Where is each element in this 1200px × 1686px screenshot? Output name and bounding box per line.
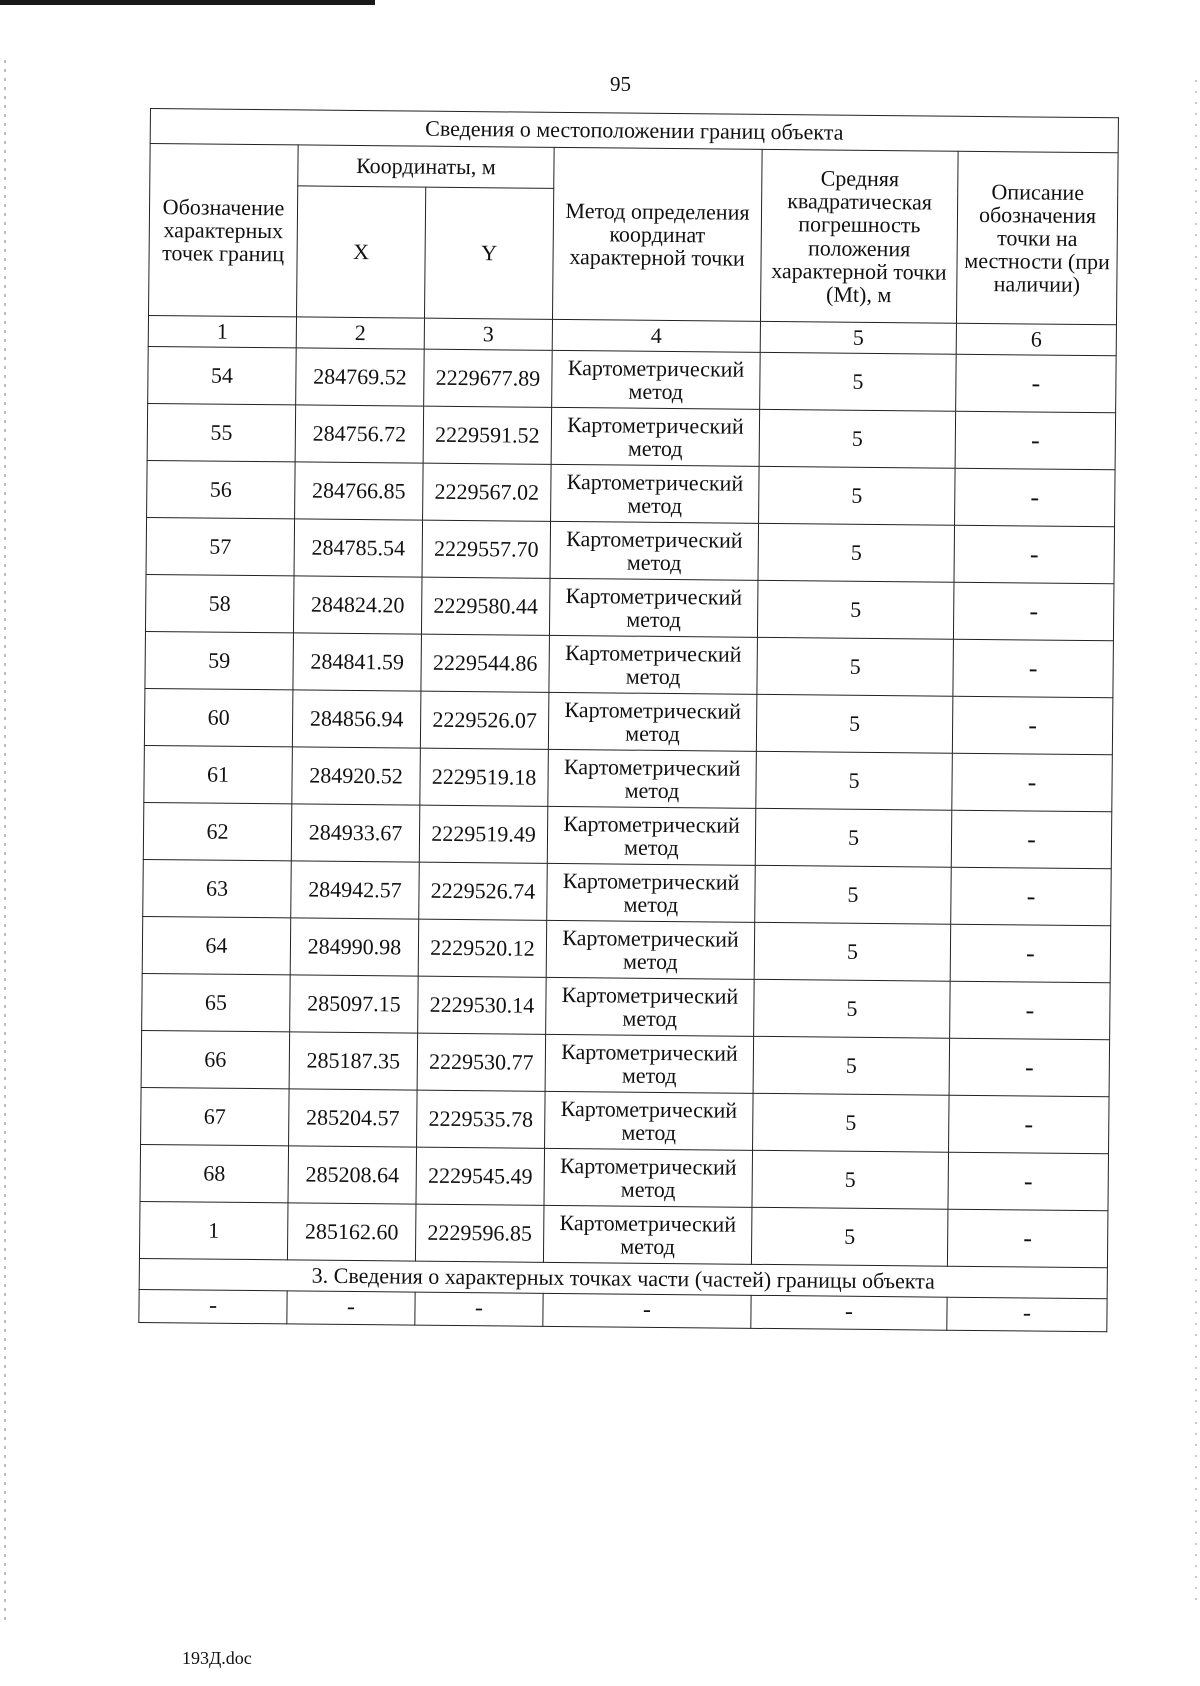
boundary-coordinates-table [138,108,1119,1332]
point-number-cell: 54 [148,346,297,404]
method-label-suffix: метод [620,1176,676,1203]
method-label-suffix: метод [625,720,680,747]
method-label: Картометрический [567,354,745,382]
mean-square-error-cell: 5 [755,865,952,924]
empty-cell: - [139,1289,287,1323]
description-cell: - [951,867,1112,926]
method-label: Картометрический [564,639,742,667]
method-label: Картометрический [559,1209,737,1237]
section-3-title: 3. Сведения о характерных точках части (частей) границы объекта [139,1258,1107,1298]
method-label-suffix: метод [622,1005,678,1032]
x-coordinate-cell: 284766.85 [295,462,424,520]
column-number: 6 [956,323,1116,356]
empty-cell: - [751,1295,947,1330]
method-cell [549,578,758,637]
y-coordinate-cell: 2229526.07 [420,691,549,749]
table-row [143,859,1112,925]
point-number-cell: 60 [144,688,293,746]
description-cell: - [949,1038,1110,1097]
description-cell: - [956,354,1117,413]
y-coordinate-cell: 2229557.70 [422,520,551,578]
description-cell: - [950,981,1111,1040]
method-cell [544,1148,753,1207]
description-cell: - [955,468,1116,527]
mean-square-error-cell: 5 [759,409,956,468]
mean-square-error-cell: 5 [753,1093,950,1152]
page-number: 95 [610,72,631,96]
y-coordinate-cell: 2229520.12 [418,919,547,977]
point-number-cell: 62 [143,802,292,860]
y-coordinate-cell: 2229596.85 [415,1204,544,1262]
x-coordinate-cell: 284942.57 [291,861,420,919]
column-number: 3 [424,318,552,350]
empty-cell: - [947,1297,1107,1332]
x-coordinate-cell: 284990.98 [290,918,419,976]
table-row [148,346,1117,412]
method-label: Картометрический [565,582,743,610]
x-coordinate-cell: 284824.20 [293,576,422,634]
empty-cell: - [543,1293,751,1328]
description-cell: - [955,411,1116,470]
y-coordinate-cell: 2229580.44 [421,577,550,635]
description-cell: - [949,1095,1110,1154]
point-number-cell: 64 [142,916,291,974]
method-label-suffix: метод [627,492,683,519]
header-point-designation: Обозначение характерных точек границ [149,144,299,317]
point-number-cell: 63 [143,859,292,917]
x-coordinate-cell: 284933.67 [291,804,420,862]
scan-edge-left [4,60,6,1620]
x-coordinate-cell: 284920.52 [292,747,421,805]
description-cell: - [952,753,1113,812]
table-row [145,631,1114,697]
method-cell [550,521,759,580]
method-cell [549,635,758,694]
header-point-description: Описание обозначения точки на местности (при наличии) [956,151,1118,325]
method-cell [543,1205,752,1264]
y-coordinate-cell: 2229526.74 [419,862,548,920]
method-label-suffix: метод [624,777,680,804]
table-row [142,973,1111,1039]
method-cell [546,920,755,979]
y-coordinate-cell: 2229567.02 [423,463,552,521]
header-mean-square-error: Средняя квадратическая погрешность положения характерной точки (Mt), м [760,149,958,323]
mean-square-error-cell: 5 [751,1207,948,1266]
method-label-suffix: метод [621,1119,677,1146]
description-cell: - [953,582,1114,641]
mean-square-error-cell: 5 [753,1036,950,1095]
mean-square-error-cell: 5 [758,523,955,582]
method-cell [547,806,756,865]
x-coordinate-cell: 285204.57 [289,1089,418,1147]
method-label-suffix: метод [623,891,679,918]
header-method: Метод определения координат характерной точки [552,147,762,321]
method-label: Картометрический [560,1095,738,1123]
y-coordinate-cell: 2229591.52 [423,406,552,464]
x-coordinate-cell: 285097.15 [290,975,419,1033]
mean-square-error-cell: 5 [755,808,952,867]
table-row [147,403,1116,469]
description-cell: - [953,639,1114,698]
table-row [141,1030,1110,1096]
method-label: Картометрический [563,810,740,838]
y-coordinate-cell: 2229519.49 [419,805,548,863]
method-cell [552,350,761,409]
x-coordinate-cell: 285187.35 [289,1032,418,1090]
point-number-cell: 59 [145,631,294,689]
table-row [145,574,1114,640]
point-number-cell: 67 [141,1087,290,1145]
x-coordinate-cell: 284756.72 [295,405,424,463]
table-title: Сведения о местоположении границ объекта [150,109,1118,153]
description-cell: - [952,696,1113,755]
description-cell: - [950,924,1111,983]
method-label: Картометрический [563,753,741,781]
table-row [141,1087,1110,1153]
method-label: Картометрический [562,924,739,952]
method-label: Картометрический [567,411,744,439]
table-row [146,517,1115,583]
description-cell: - [954,525,1115,584]
y-coordinate-cell: 2229519.18 [420,748,549,806]
method-label: Картометрический [564,696,742,724]
mean-square-error-cell: 5 [757,580,954,639]
header-x: X [297,186,426,318]
method-label: Картометрический [561,981,739,1009]
method-cell [547,863,756,922]
mean-square-error-cell: 5 [752,1150,949,1209]
x-coordinate-cell: 284841.59 [293,633,422,691]
point-number-cell: 65 [142,973,291,1031]
mean-square-error-cell: 5 [757,637,954,696]
method-label-suffix: метод [626,606,682,633]
table-row [144,688,1113,754]
method-label-suffix: метод [621,1062,677,1089]
point-number-cell: 56 [147,460,296,518]
method-label: Картометрический [562,867,740,895]
x-coordinate-cell: 285208.64 [288,1146,417,1204]
mean-square-error-cell: 5 [754,979,951,1038]
header-y: Y [424,187,553,319]
empty-cell: - [287,1291,415,1325]
method-label-suffix: метод [620,1233,675,1260]
header-coordinates: Координаты, м [298,145,554,188]
table-row [144,745,1113,811]
scan-top-bar [0,0,375,5]
table-row [140,1144,1109,1210]
footer-filename: 193Д.doc [182,1648,252,1668]
description-cell: - [947,1209,1108,1268]
y-coordinate-cell: 2229530.14 [418,976,547,1034]
column-number: 1 [148,315,296,347]
column-number: 5 [760,321,956,354]
empty-cell: - [415,1292,543,1326]
point-number-cell: 1 [139,1201,288,1259]
table-body [139,346,1116,1267]
mean-square-error-cell: 5 [756,751,953,810]
method-label: Картометрический [561,1038,738,1066]
table-row [139,1201,1108,1267]
method-cell [548,749,757,808]
mean-square-error-cell: 5 [754,922,951,981]
y-coordinate-cell: 2229535.78 [417,1090,546,1148]
method-label: Картометрический [559,1152,737,1180]
y-coordinate-cell: 2229545.49 [416,1147,545,1205]
description-cell: - [951,810,1112,869]
table-row [143,802,1112,868]
method-cell [551,407,760,466]
x-coordinate-cell: 284856.94 [292,690,421,748]
point-number-cell: 66 [141,1030,290,1088]
y-coordinate-cell: 2229544.86 [421,634,550,692]
point-number-cell: 61 [144,745,293,803]
point-number-cell: 57 [146,517,295,575]
method-label-suffix: метод [622,948,678,975]
method-label: Картометрический [566,468,744,496]
point-number-cell: 55 [147,403,296,461]
column-number: 2 [296,317,424,349]
x-coordinate-cell: 284769.52 [296,348,425,406]
method-cell [551,464,760,523]
method-label: Картометрический [566,525,743,553]
point-number-cell: 68 [140,1144,289,1202]
method-label-suffix: метод [624,834,679,861]
y-coordinate-cell: 2229530.77 [417,1033,546,1091]
mean-square-error-cell: 5 [759,466,956,525]
method-cell [546,977,755,1036]
mean-square-error-cell: 5 [756,694,953,753]
method-label-suffix: метод [626,549,682,576]
x-coordinate-cell: 285162.60 [287,1203,416,1261]
method-label-suffix: метод [627,435,683,462]
column-number: 4 [552,319,760,352]
y-coordinate-cell: 2229677.89 [424,349,553,407]
point-number-cell: 58 [145,574,294,632]
method-cell [545,1091,754,1150]
method-label-suffix: метод [625,663,681,690]
description-cell: - [948,1152,1109,1211]
scan-edge-right [1195,80,1197,1600]
mean-square-error-cell: 5 [760,352,957,411]
method-cell [548,692,757,751]
x-coordinate-cell: 284785.54 [294,519,423,577]
method-label-suffix: метод [628,378,684,405]
method-cell [545,1034,754,1093]
table-row [147,460,1116,526]
table-row [142,916,1111,982]
